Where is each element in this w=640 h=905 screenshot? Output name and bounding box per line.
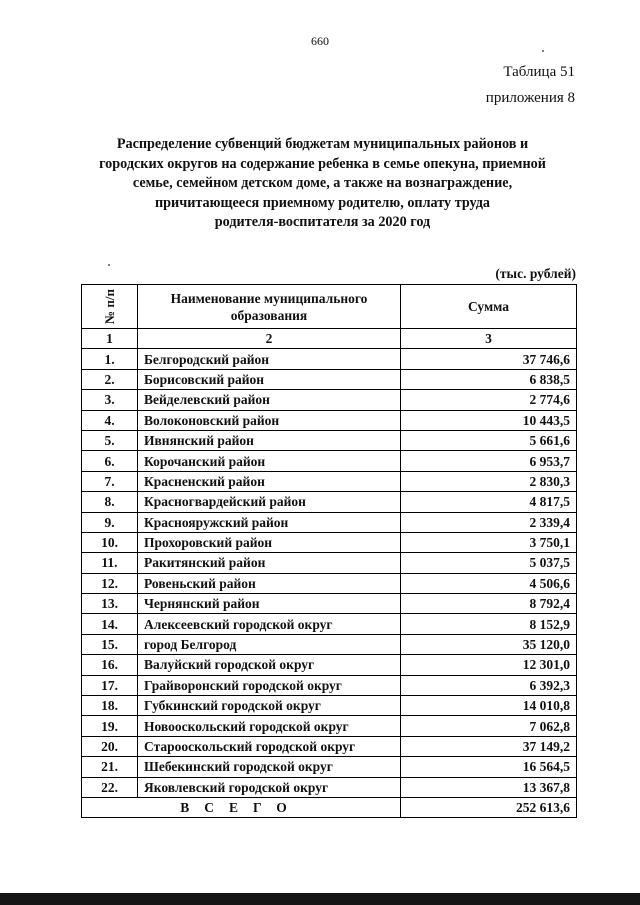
table-row	[82, 777, 577, 797]
column-index: 1	[82, 329, 138, 349]
row-sum: 4 506,6	[401, 573, 577, 593]
municipality-name: Алексеевский городской округ	[138, 614, 401, 634]
row-number: 19.	[82, 716, 138, 736]
row-number: 13.	[82, 594, 138, 614]
scan-border	[0, 893, 640, 905]
document-title	[80, 135, 565, 233]
municipality-name: Губкинский городской округ	[138, 696, 401, 716]
municipality-name: Ровеньский район	[138, 573, 401, 593]
municipality-name: Шебекинский городской округ	[138, 757, 401, 777]
row-sum: 2 774,6	[401, 390, 577, 410]
row-sum: 35 120,0	[401, 634, 577, 654]
row-number: 1.	[82, 349, 138, 369]
row-number: 22.	[82, 777, 138, 797]
row-sum: 6 838,5	[401, 369, 577, 389]
row-number: 20.	[82, 736, 138, 756]
total-row	[82, 797, 577, 817]
header-sum: Сумма	[401, 285, 577, 329]
total-sum: 252 613,6	[401, 797, 577, 817]
municipality-name: Прохоровский район	[138, 532, 401, 552]
title-line: причитающееся приемному родителю, оплату труда	[154, 194, 491, 211]
title-line: родителя-воспитателя за 2020 год	[214, 214, 431, 230]
row-number: 16.	[82, 655, 138, 675]
row-sum: 3 750,1	[401, 532, 577, 552]
units-label: (тыс. рублей)	[495, 266, 576, 281]
row-sum: 6 953,7	[401, 451, 577, 471]
municipality-name: Краснояружский район	[138, 512, 401, 532]
table-row	[82, 430, 577, 450]
row-sum: 8 792,4	[401, 594, 577, 614]
row-sum: 8 152,9	[401, 614, 577, 634]
row-number: 6.	[82, 451, 138, 471]
row-number: 8.	[82, 492, 138, 512]
municipality-name: Яковлевский городской округ	[138, 777, 401, 797]
table-row	[82, 675, 577, 695]
row-number: 18.	[82, 696, 138, 716]
municipality-name: город Белгород	[138, 634, 401, 654]
table-row	[82, 757, 577, 777]
table-row	[82, 451, 577, 471]
row-sum: 16 564,5	[401, 757, 577, 777]
municipality-name: Красненский район	[138, 471, 401, 491]
municipality-name: Белгородский район	[138, 349, 401, 369]
page-number: 660	[311, 34, 329, 48]
table-number: Таблица 51	[503, 64, 575, 80]
row-number: 5.	[82, 430, 138, 450]
municipality-name: Корочанский район	[138, 451, 401, 471]
municipality-name: Валуйский городской округ	[138, 655, 401, 675]
table-row	[82, 634, 577, 654]
table-row	[82, 614, 577, 634]
municipality-name: Старооскольский городской округ	[138, 736, 401, 756]
table-row	[82, 696, 577, 716]
title-line: Распределение субвенций бюджетам муниципальных районов и	[116, 136, 529, 152]
row-sum: 12 301,0	[401, 655, 577, 675]
row-number: 17.	[82, 675, 138, 695]
total-label: ВСЕГО	[82, 797, 401, 817]
row-number: 2.	[82, 369, 138, 389]
municipality-name: Волоконовский район	[138, 410, 401, 430]
column-index: 3	[401, 329, 577, 349]
municipality-name: Чернянский район	[138, 594, 401, 614]
column-index: 2	[138, 329, 401, 349]
municipality-name: Вейделевский район	[138, 390, 401, 410]
row-number: 11.	[82, 553, 138, 573]
row-sum: 37 149,2	[401, 736, 577, 756]
municipality-name: Борисовский район	[138, 369, 401, 389]
municipality-name: Грайворонский городской округ	[138, 675, 401, 695]
row-sum: 2 830,3	[401, 471, 577, 491]
table-row	[82, 655, 577, 675]
table-row	[82, 410, 577, 430]
table-row	[82, 471, 577, 491]
row-sum: 5 037,5	[401, 553, 577, 573]
row-number: 10.	[82, 532, 138, 552]
scan-speck	[542, 50, 544, 52]
table-row	[82, 349, 577, 369]
title-line: городских округов на содержание ребенка в семье опекуна, приемной	[99, 155, 546, 172]
row-number: 21.	[82, 757, 138, 777]
table-row	[82, 492, 577, 512]
table-row	[82, 369, 577, 389]
table-row	[82, 736, 577, 756]
title-line: семье, семейном детском доме, а также на вознаграждение,	[132, 175, 513, 191]
table-row	[82, 594, 577, 614]
row-sum: 7 062,8	[401, 716, 577, 736]
appendix-reference: приложения 8	[485, 90, 575, 106]
header-number: № п/п	[82, 285, 138, 329]
table-row	[82, 573, 577, 593]
row-sum: 37 746,6	[401, 349, 577, 369]
table-row	[82, 553, 577, 573]
row-sum: 14 010,8	[401, 696, 577, 716]
row-number: 4.	[82, 410, 138, 430]
row-sum: 10 443,5	[401, 410, 577, 430]
table-header-row	[82, 285, 577, 329]
subsidy-table	[81, 284, 577, 818]
table-row	[82, 390, 577, 410]
municipality-name: Ракитянский район	[138, 553, 401, 573]
row-sum: 2 339,4	[401, 512, 577, 532]
row-sum: 6 392,3	[401, 675, 577, 695]
row-number: 7.	[82, 471, 138, 491]
table-row	[82, 716, 577, 736]
row-sum: 13 367,8	[401, 777, 577, 797]
header-name: Наименование муниципального образования	[138, 285, 401, 329]
table-row	[82, 512, 577, 532]
municipality-name: Новооскольский городской округ	[138, 716, 401, 736]
row-number: 9.	[82, 512, 138, 532]
row-number: 3.	[82, 390, 138, 410]
row-number: 12.	[82, 573, 138, 593]
municipality-name: Ивнянский район	[138, 430, 401, 450]
column-index-row	[82, 329, 577, 349]
row-sum: 5 661,6	[401, 430, 577, 450]
scan-speck	[108, 264, 110, 266]
row-number: 14.	[82, 614, 138, 634]
table-row	[82, 532, 577, 552]
municipality-name: Красногвардейский район	[138, 492, 401, 512]
row-sum: 4 817,5	[401, 492, 577, 512]
row-number: 15.	[82, 634, 138, 654]
